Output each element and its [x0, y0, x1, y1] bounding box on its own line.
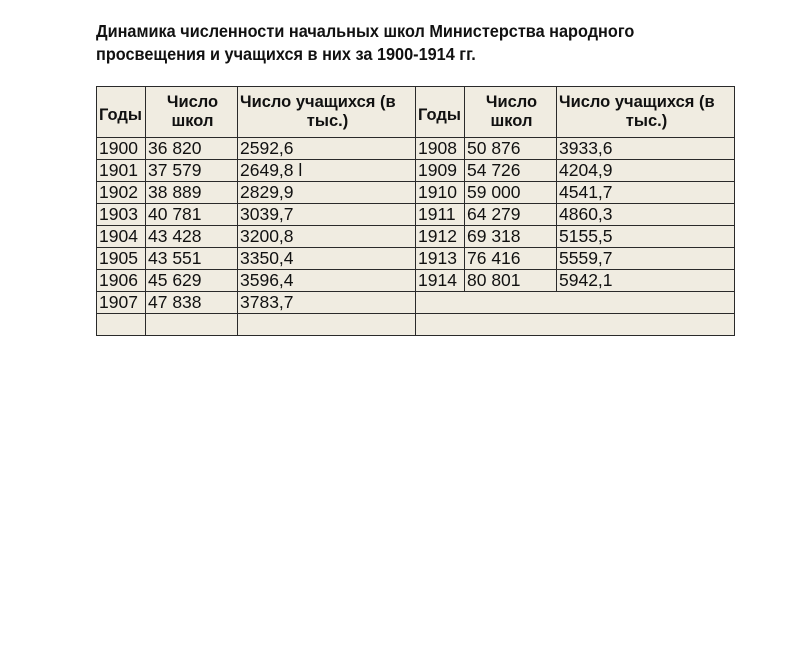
- cell-pupils: 5942,1: [557, 270, 735, 292]
- document-title: Динамика численности начальных школ Министерства народного просвещения и учащихся в них за 1900-1914 гг.: [96, 21, 635, 64]
- cell-year: 1900: [97, 138, 146, 160]
- table-row: [97, 182, 735, 204]
- cell-year: 1903: [97, 204, 146, 226]
- cell-pupils: 3783,7: [238, 292, 416, 314]
- cell-schools: 43 551: [146, 248, 238, 270]
- header-pupils-line1: Число учащихся (в: [559, 93, 715, 111]
- schools-table: [96, 86, 735, 336]
- header-pupils-left: [238, 87, 416, 138]
- cell-schools: 59 000: [465, 182, 557, 204]
- cell-schools: 38 889: [146, 182, 238, 204]
- cell-year: 1907: [97, 292, 146, 314]
- cell-year: 1901: [97, 160, 146, 182]
- cell-pupils: 3200,8: [238, 226, 416, 248]
- cell-schools: 54 726: [465, 160, 557, 182]
- table-row: [97, 248, 735, 270]
- cell-pupils: 5559,7: [557, 248, 735, 270]
- cell-pupils: 4204,9: [557, 160, 735, 182]
- cell-year: 1913: [416, 248, 465, 270]
- cell-year: 1904: [97, 226, 146, 248]
- cell-pupils: 3933,6: [557, 138, 735, 160]
- cell-schools: [146, 314, 238, 336]
- empty-merged-cell: [416, 314, 735, 336]
- cell-schools: 47 838: [146, 292, 238, 314]
- cell-schools: 36 820: [146, 138, 238, 160]
- cell-year: 1908: [416, 138, 465, 160]
- cell-year: 1912: [416, 226, 465, 248]
- table-row: [97, 138, 735, 160]
- cell-pupils: 3039,7: [238, 204, 416, 226]
- cell-schools: 43 428: [146, 226, 238, 248]
- table-row: [97, 314, 735, 336]
- cell-pupils: [238, 314, 416, 336]
- header-pupils-line1: Число учащихся (в: [240, 93, 396, 111]
- cell-pupils: 4541,7: [557, 182, 735, 204]
- cell-year: 1906: [97, 270, 146, 292]
- cell-schools: 50 876: [465, 138, 557, 160]
- table-header-row: [97, 87, 735, 138]
- cell-year: 1911: [416, 204, 465, 226]
- header-pupils-line2: тыс.): [306, 112, 349, 130]
- cell-pupils: 2592,6: [238, 138, 416, 160]
- header-years-right: Годы: [416, 87, 465, 138]
- cell-year: 1905: [97, 248, 146, 270]
- table-row: [97, 292, 735, 314]
- cell-schools: 69 318: [465, 226, 557, 248]
- cell-year: [97, 314, 146, 336]
- cell-pupils: 5155,5: [557, 226, 735, 248]
- header-years-left: Годы: [97, 87, 146, 138]
- header-schools-left: Число школ: [146, 87, 238, 138]
- cell-schools: 40 781: [146, 204, 238, 226]
- cell-year: 1910: [416, 182, 465, 204]
- cell-pupils: 2829,9: [238, 182, 416, 204]
- table-row: [97, 270, 735, 292]
- cell-year: 1909: [416, 160, 465, 182]
- cell-pupils: 3350,4: [238, 248, 416, 270]
- cell-schools: 64 279: [465, 204, 557, 226]
- table-row: [97, 226, 735, 248]
- cell-year: 1914: [416, 270, 465, 292]
- header-schools-right: Число школ: [465, 87, 557, 138]
- table-row: [97, 160, 735, 182]
- cell-year: 1902: [97, 182, 146, 204]
- cell-pupils: 3596,4: [238, 270, 416, 292]
- cell-pupils: 4860,3: [557, 204, 735, 226]
- header-pupils-right: [557, 87, 735, 138]
- table-row: [97, 204, 735, 226]
- empty-merged-cell: [416, 292, 735, 314]
- cell-schools: 45 629: [146, 270, 238, 292]
- cell-pupils: 2649,8 l: [238, 160, 416, 182]
- header-pupils-line2: тыс.): [625, 112, 668, 130]
- cell-schools: 37 579: [146, 160, 238, 182]
- cell-schools: 76 416: [465, 248, 557, 270]
- cell-schools: 80 801: [465, 270, 557, 292]
